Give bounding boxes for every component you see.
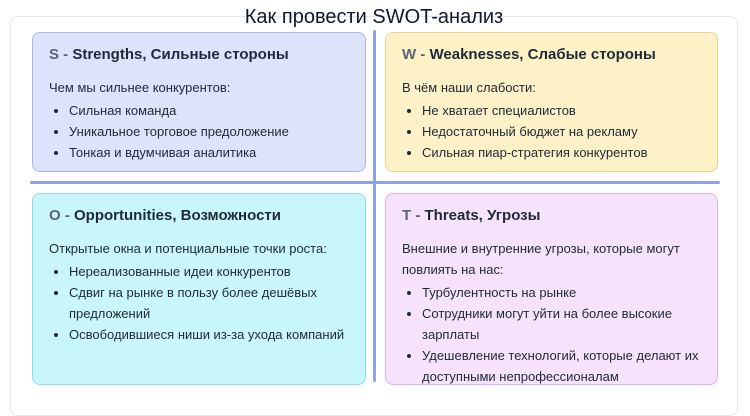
list-item: • Сдвиг на рынке в пользу более дешёвых предложений	[69, 282, 351, 324]
list-item: • Сотрудники могут уйти на более высокие зарплаты	[422, 303, 703, 345]
strengths-letter: S -	[49, 46, 69, 63]
list-item: • Тонкая и вдумчивая аналитика	[69, 142, 351, 163]
strengths-list	[49, 100, 351, 163]
threats-card	[385, 193, 718, 385]
list-item: • Нереализованные идеи конкурентов	[69, 261, 351, 282]
threats-title: Threats, Угрозы	[424, 207, 541, 224]
strengths-heading	[49, 45, 351, 65]
list-item: • Сильная пиар-стратегия конкурентов	[422, 142, 703, 163]
weaknesses-list	[402, 100, 703, 163]
list-item: • Удешевление технологий, которые делают их доступными непрофессионалам	[422, 345, 703, 387]
opportunities-intro: Открытые окна и потенциальные точки роста:	[49, 241, 327, 256]
threats-heading	[402, 206, 703, 226]
list-item: • Недостаточный бюджет на рекламу	[422, 121, 703, 142]
threats-intro: Внешние и внутренние угрозы, которые могут повлиять на нас:	[402, 241, 680, 277]
strengths-intro: Чем мы сильнее конкурентов:	[49, 80, 231, 95]
threats-letter: T -	[402, 207, 421, 224]
opportunities-list	[49, 261, 351, 345]
strengths-card	[32, 32, 366, 172]
opportunities-letter: O -	[49, 207, 70, 224]
weaknesses-card	[385, 32, 718, 172]
weaknesses-intro: В чём наши слабости:	[402, 80, 536, 95]
strengths-title: Strengths, Сильные стороны	[72, 46, 289, 63]
page-title: Как провести SWOT-анализ	[244, 6, 504, 28]
list-item: • Сильная команда	[69, 100, 351, 121]
weaknesses-letter: W -	[402, 46, 426, 63]
opportunities-heading	[49, 206, 351, 226]
list-item: • Освободившиеся ниши из-за ухода компаний	[69, 324, 351, 345]
opportunities-card	[32, 193, 366, 385]
list-item: • Турбулентность на рынке	[422, 282, 703, 303]
list-item: • Не хватает специалистов	[422, 100, 703, 121]
list-item: • Уникальное торговое предоложение	[69, 121, 351, 142]
weaknesses-title: Weaknesses, Слабые стороны	[429, 46, 656, 63]
opportunities-title: Opportunities, Возможности	[74, 207, 281, 224]
threats-list	[402, 282, 703, 387]
vertical-axis	[373, 30, 376, 382]
weaknesses-heading	[402, 45, 703, 65]
